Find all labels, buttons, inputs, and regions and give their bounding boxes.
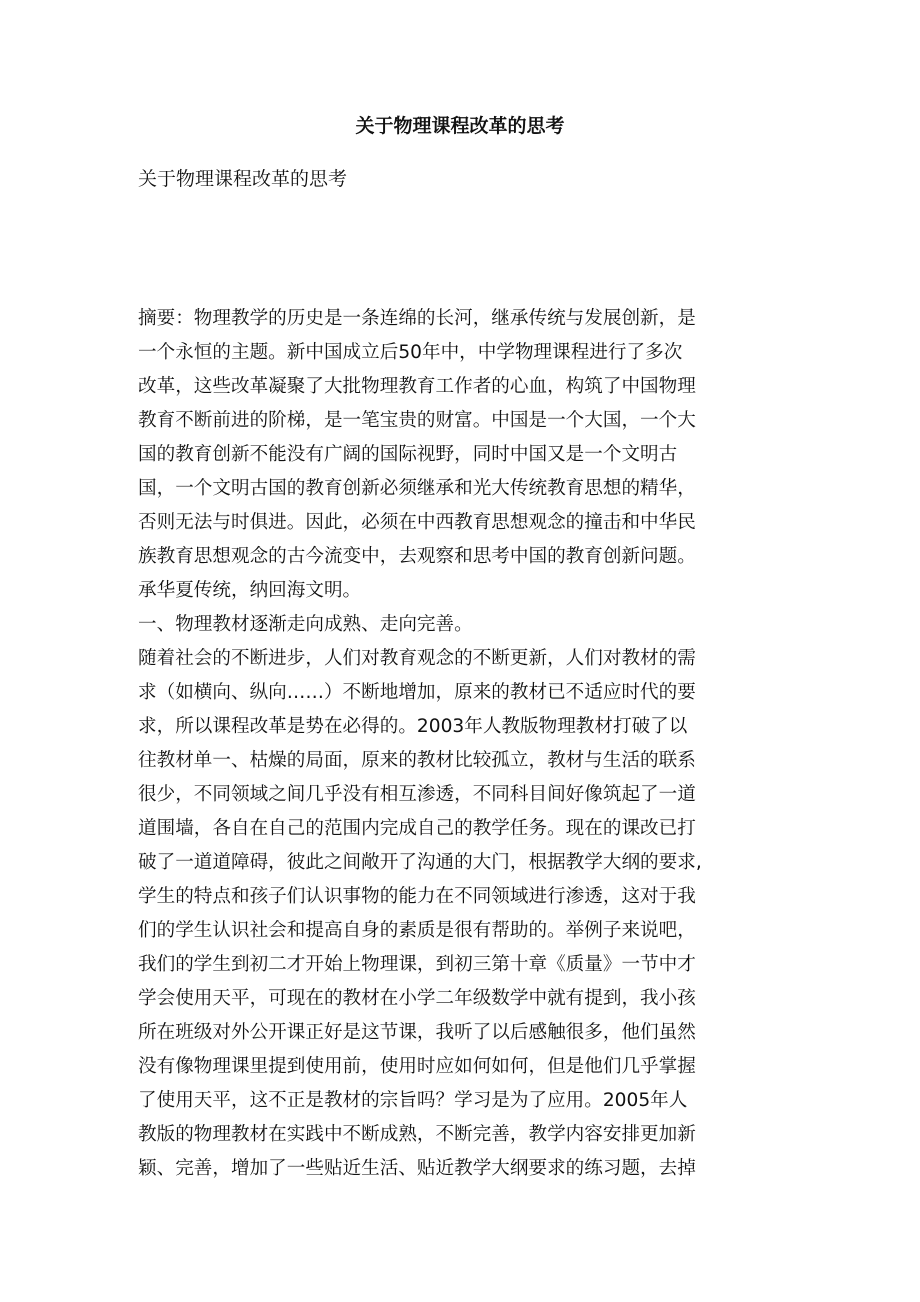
body-line: 求，所以课程改革是势在必得的。2003年人教版物理教材打破了以	[138, 716, 688, 737]
body-line: 没有像物理课里提到使用前，使用时应如何如何，但是他们几乎掌握	[138, 1056, 696, 1077]
body-line: 承华夏传统，纳回海文明。	[138, 580, 362, 601]
body-line: 道围墙，各自在自己的范围内完成自己的教学任务。现在的课改已打	[138, 818, 696, 839]
body-line: 否则无法与时俱进。因此，必须在中西教育思想观念的撞击和中华民	[138, 512, 696, 533]
body-line: 摘要：物理教学的历史是一条连绵的长河，继承传统与发展创新，是	[138, 308, 696, 329]
body-line: 求（如横向、纵向……）不断地增加，原来的教材已不适应时代的要	[138, 682, 696, 703]
body-line: 教版的物理教材在实践中不断成熟，不断完善，教学内容安排更加新	[138, 1124, 696, 1145]
body-line: 所在班级对外公开课正好是这节课，我听了以后感触很多，他们虽然	[138, 1022, 696, 1043]
body-line: 颖、完善，增加了一些贴近生活、贴近教学大纲要求的练习题，去掉	[138, 1158, 696, 1179]
body-line: 国的教育创新不能没有广阔的国际视野，同时中国又是一个文明古	[138, 444, 678, 465]
body-line: 国，一个文明古国的教育创新必须继承和光大传统教育思想的精华，	[138, 478, 696, 499]
body-line: 一、物理教材逐渐走向成熟、走向完善。	[138, 614, 473, 635]
body-line: 学会使用天平，可现在的教材在小学二年级数学中就有提到，我小孩	[138, 988, 696, 1009]
document-body	[138, 302, 758, 1186]
body-line: 往教材单一、枯燥的局面，原来的教材比较孤立，教材与生活的联系	[138, 750, 696, 771]
body-line: 我们的学生到初二才开始上物理课，到初三第十章《质量》一节中才	[138, 954, 696, 975]
body-line: 随着社会的不断进步，人们对教育观念的不断更新，人们对教材的需	[138, 648, 696, 669]
body-line: 学生的特点和孩子们认识事物的能力在不同领域进行渗透，这对于我	[138, 886, 696, 907]
body-line: 们的学生认识社会和提高自身的素质是很有帮助的。举例子来说吧，	[138, 920, 696, 941]
body-line: 教育不断前进的阶梯，是一笔宝贵的财富。中国是一个大国，一个大	[138, 410, 696, 431]
body-line: 很少，不同领域之间几乎没有相互渗透，不同科目间好像筑起了一道	[138, 784, 696, 805]
document-title: 关于物理课程改革的思考	[355, 115, 565, 137]
body-line: 改革，这些改革凝聚了大批物理教育工作者的心血，构筑了中国物理	[138, 376, 696, 397]
body-line: 破了一道道障碍，彼此之间敞开了沟通的大门，根据教学大纲的要求,	[138, 852, 702, 873]
body-line: 了使用天平，这不正是教材的宗旨吗？学习是为了应用。2005年人	[138, 1090, 688, 1111]
document-subtitle: 关于物理课程改革的思考	[138, 168, 348, 190]
body-line: 一个永恒的主题。新中国成立后50年中，中学物理课程进行了多次	[138, 342, 683, 363]
body-line: 族教育思想观念的古今流变中，去观察和思考中国的教育创新问题。	[138, 546, 696, 567]
